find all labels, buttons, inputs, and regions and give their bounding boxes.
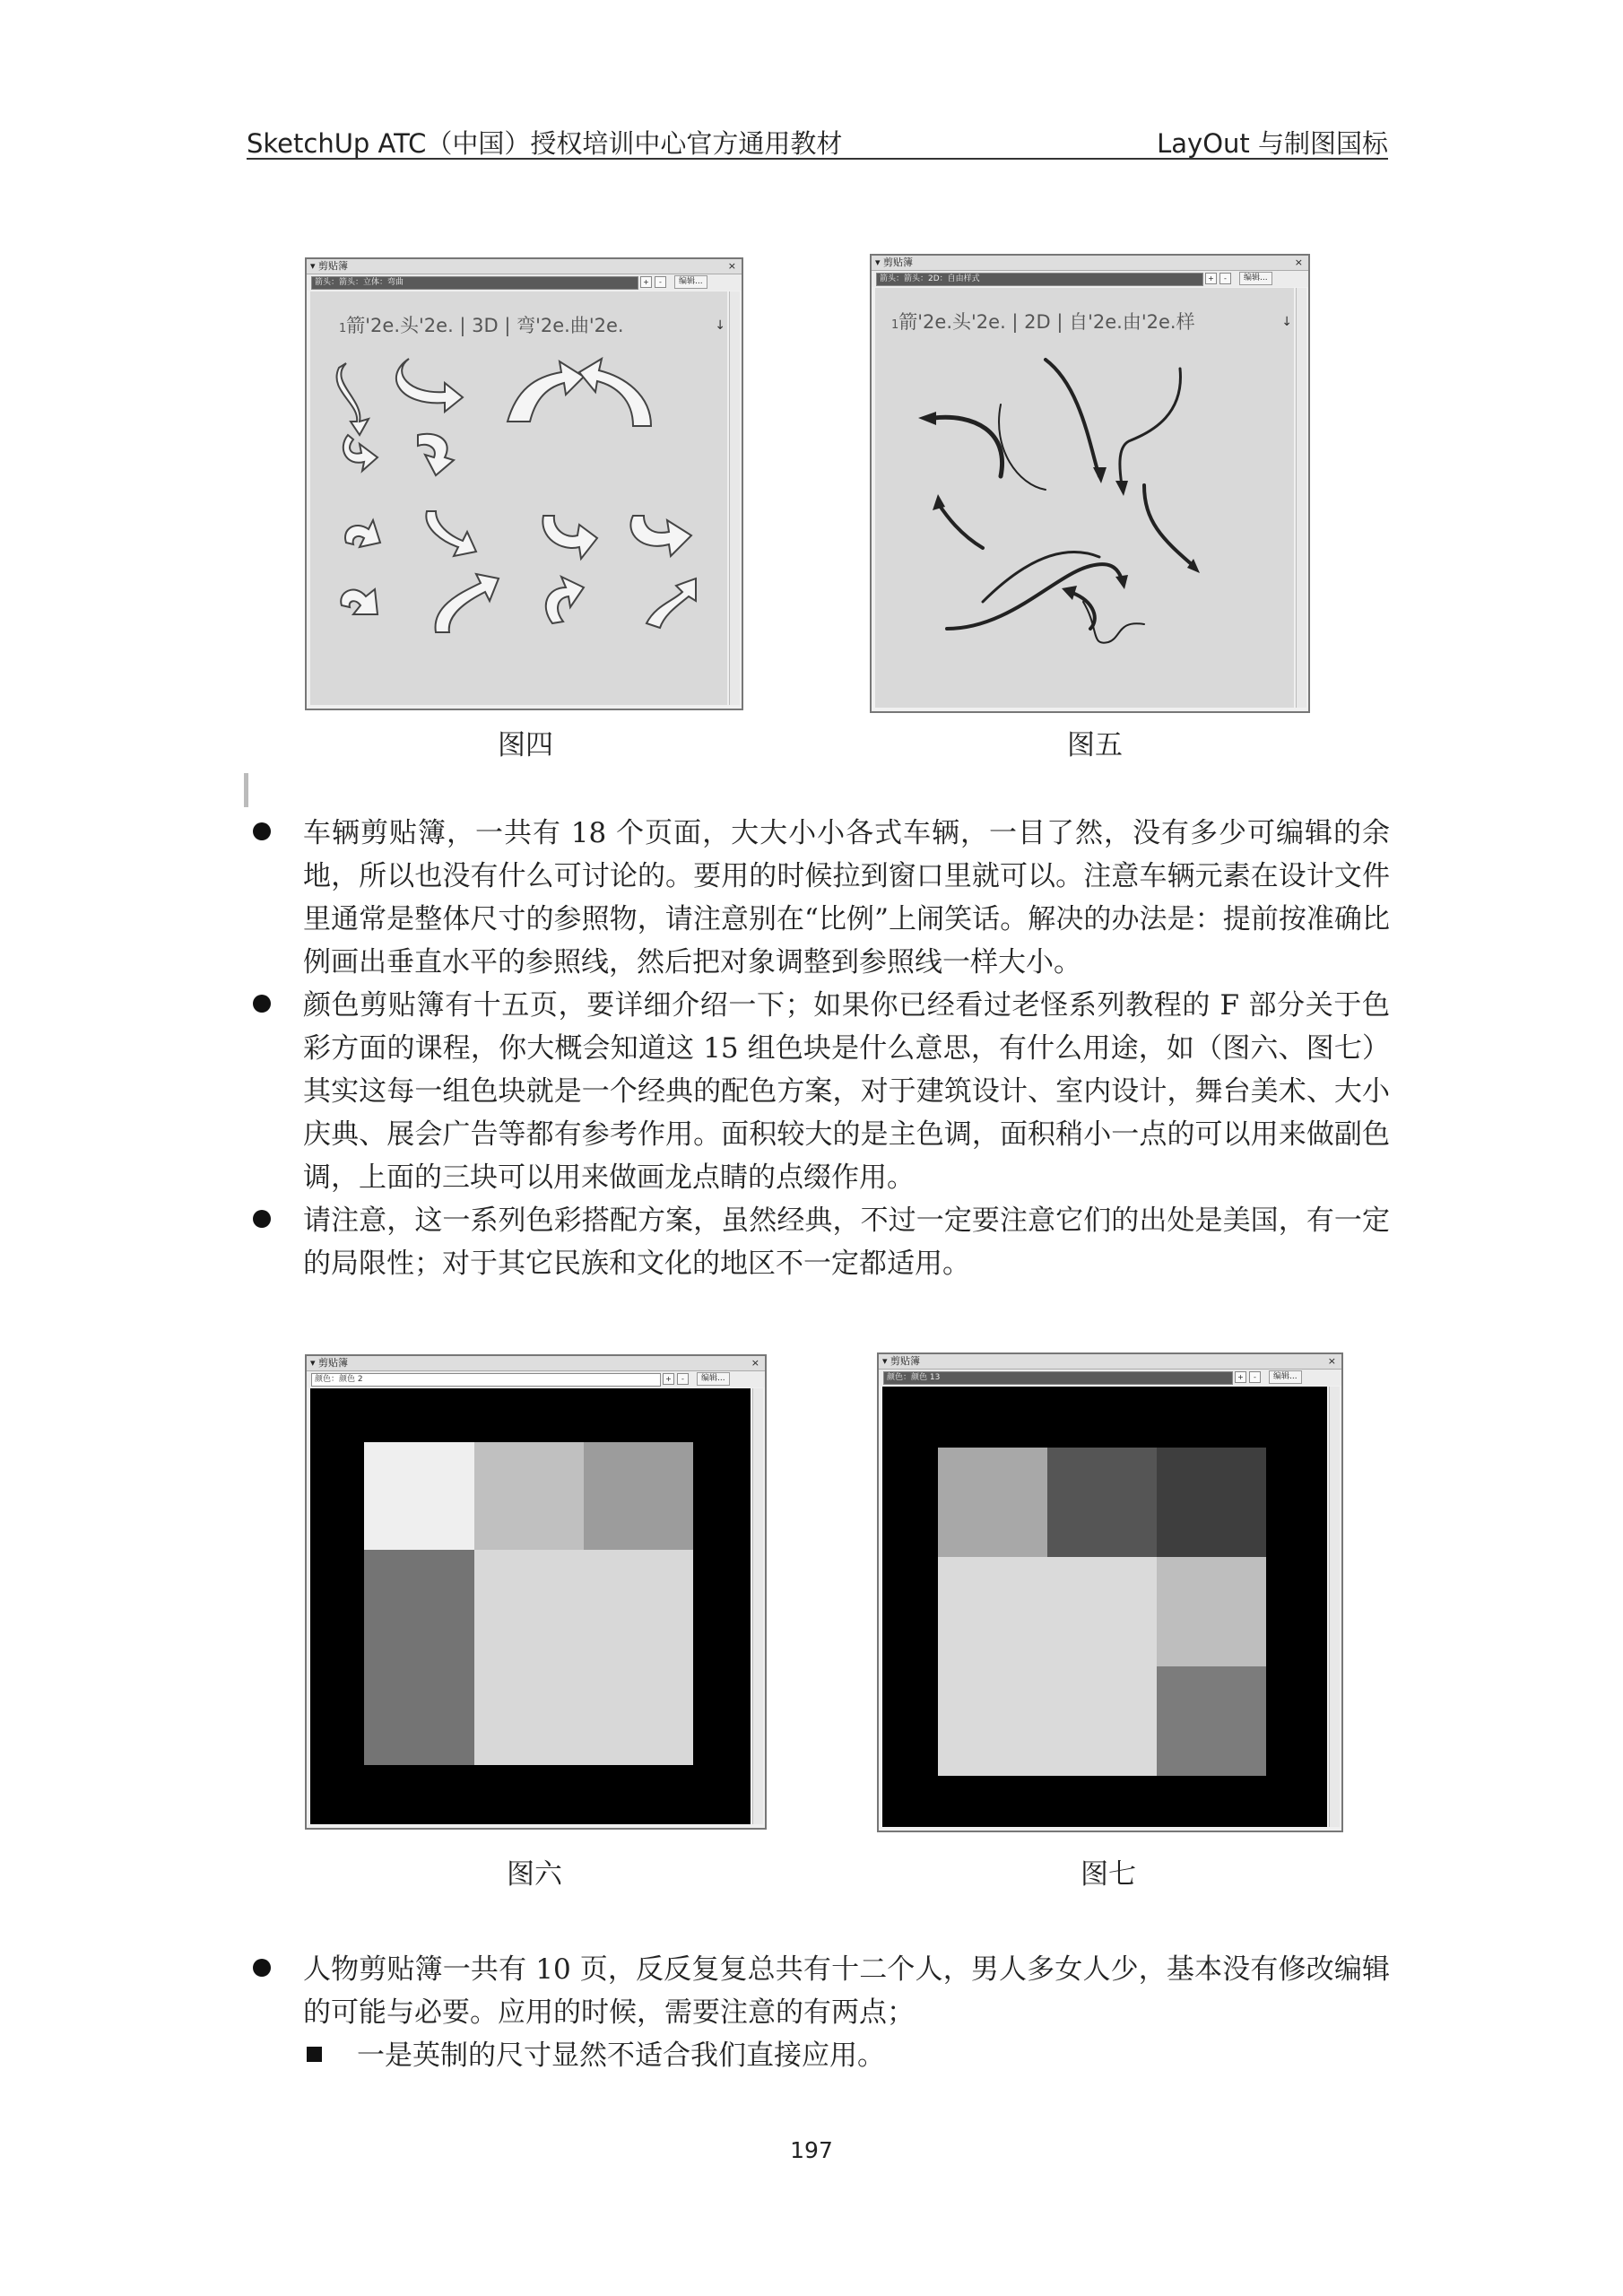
bullet-list-top <box>242 812 1390 1285</box>
edit-button[interactable]: 编辑... <box>674 275 707 289</box>
arrow-3d-icon <box>336 363 369 435</box>
color-swatch[interactable] <box>584 1442 693 1550</box>
add-icon[interactable]: + <box>1205 273 1217 284</box>
add-icon[interactable]: + <box>1235 1371 1246 1383</box>
scrapbook-select[interactable]: 颜色：颜色 13 <box>883 1371 1233 1385</box>
scrapbook-content <box>310 291 727 705</box>
color-swatch[interactable] <box>1157 1666 1266 1776</box>
panel-title: 剪贴簿 <box>883 257 914 268</box>
collapse-icon[interactable]: ▾ <box>882 1355 891 1367</box>
close-icon[interactable]: × <box>751 1357 759 1369</box>
remove-icon[interactable]: - <box>1219 273 1231 284</box>
color-swatch[interactable] <box>474 1442 584 1550</box>
color-swatch[interactable] <box>364 1550 474 1765</box>
bullet-dot <box>253 822 271 840</box>
panel-title: 剪贴簿 <box>318 260 349 272</box>
color-swatch[interactable] <box>364 1442 474 1550</box>
arrow-3d-icon <box>426 511 476 556</box>
arrow-3d-icon <box>579 359 651 426</box>
header-divider <box>247 158 1388 160</box>
freeform-arrow-icon <box>1072 593 1095 629</box>
edit-button[interactable]: 编辑... <box>1239 272 1272 285</box>
freeform-arrow-icon <box>1046 360 1099 476</box>
arrowhead-icon <box>1115 481 1128 496</box>
color-swatch[interactable] <box>938 1557 1157 1776</box>
bullet-item <box>242 1948 1390 2034</box>
bullet-item <box>242 1199 1390 1285</box>
arrow-3d-icon <box>436 574 499 632</box>
freeform-arrow-icon <box>1120 369 1181 485</box>
bullet-dot <box>253 995 271 1013</box>
panel-toolbar <box>307 1371 765 1387</box>
scrapbook-heading <box>339 311 624 338</box>
freeform-arrow-icon <box>933 417 1002 476</box>
bullet-dot <box>253 1210 271 1228</box>
color-swatch[interactable] <box>938 1448 1047 1557</box>
bullet-item <box>242 812 1390 984</box>
arrow-3d-icon <box>418 434 454 475</box>
sub-bullet-item <box>242 2034 1390 2077</box>
color-swatch-area <box>310 1388 751 1824</box>
close-icon[interactable]: × <box>727 260 736 272</box>
header-chapter-title: LayOut 与制图国标 <box>1157 128 1388 159</box>
arrow-3d-icon <box>345 520 380 547</box>
panel-titlebar[interactable] <box>879 1354 1341 1370</box>
scrapbook-content <box>875 288 1294 708</box>
collapse-icon[interactable]: ▾ <box>310 260 319 272</box>
panel-scrollbar[interactable] <box>1296 288 1306 708</box>
heading-text: 箭'2e.头'2e. | 2D | 自'2e.由'2e.样 <box>898 311 1195 333</box>
heading-number: 1 <box>339 322 347 335</box>
bullet-dot <box>253 1959 271 1977</box>
panel-scrollbar[interactable] <box>729 291 740 705</box>
scroll-down-icon[interactable]: ↓ <box>1281 315 1292 329</box>
remove-icon[interactable]: - <box>677 1373 689 1385</box>
scrapbook-select[interactable]: 箭头：箭头：2D：自由样式 <box>876 273 1203 286</box>
arrowhead-icon <box>1093 467 1107 483</box>
scrapbook-panel-fig5 <box>870 254 1310 713</box>
scrapbook-panel-fig4 <box>305 257 743 710</box>
add-icon[interactable]: + <box>640 276 652 288</box>
bullet-text: 车辆剪贴簿，一共有 18 个页面，大大小小各式车辆，一目了然，没有多少可编辑的余地，所以也没有什么可讨论的。要用的时候拉到窗口里就可以。注意车辆元素在设计文件里通常是整体尺寸的参照物，请注意别在“比例”上闹笑话。解决的办法是：提前按准确比例画出垂直水平的参照线，然后把对象调整到参照线一样大小。 <box>303 817 1390 978</box>
panel-titlebar[interactable] <box>307 259 742 274</box>
color-swatch[interactable] <box>1157 1448 1266 1557</box>
scrapbook-panel-fig7 <box>877 1352 1343 1832</box>
scrapbook-panel-fig6 <box>305 1354 767 1830</box>
color-swatch[interactable] <box>474 1550 693 1765</box>
arrow-3d-icon <box>396 359 463 412</box>
panel-titlebar[interactable] <box>872 256 1308 271</box>
arrow-3d-icon <box>630 516 691 556</box>
margin-mark <box>244 773 248 807</box>
collapse-icon[interactable]: ▾ <box>875 257 884 268</box>
bullet-text: 颜色剪贴簿有十五页，要详细介绍一下；如果你已经看过老怪系列教程的 F 部分关于色彩方面的课程，你大概会知道这 15 组色块是什么意思，有什么用途，如（图六、图七）其实这每一组色块就是一个经典的配色方案，对于建筑设计、室内设计，舞台美术、大小庆典、展会广告等都有参考作用。面积较大的是主色调，面积稍小一点的可以用来做副色调，上面的三块可以用来做画龙点睛的点缀作用。 <box>303 989 1390 1194</box>
color-swatch[interactable] <box>1047 1448 1157 1557</box>
square-bullet-icon <box>307 2047 322 2062</box>
scrapbook-heading <box>891 308 1195 335</box>
arrow-3d-icon <box>341 589 378 614</box>
arrowhead-icon <box>918 412 936 425</box>
collapse-icon[interactable]: ▾ <box>310 1357 319 1369</box>
figure-caption: 图七 <box>1081 1858 1136 1891</box>
edit-button[interactable]: 编辑... <box>697 1372 730 1386</box>
remove-icon[interactable]: - <box>655 276 666 288</box>
arrow-3d-icon <box>508 361 584 422</box>
scroll-down-icon[interactable]: ↓ <box>715 318 725 333</box>
bullet-text: 人物剪贴簿一共有 10 页，反反复复总共有十二个人，男人多女人少，基本没有修改编辑的可能与必要。应用的时候，需要注意的有两点； <box>303 1953 1390 2029</box>
panel-scrollbar[interactable] <box>1329 1387 1340 1827</box>
bullet-list-bottom <box>242 1948 1390 2077</box>
panel-toolbar <box>879 1370 1341 1386</box>
arrowhead-icon <box>1115 575 1128 589</box>
arrowhead-icon <box>1062 586 1077 600</box>
arrow-2d-collection <box>875 333 1297 709</box>
figure-caption: 图四 <box>498 729 553 761</box>
freeform-arrow-icon <box>1144 485 1193 566</box>
panel-toolbar <box>872 271 1308 287</box>
arrow-3d-icon <box>647 578 696 628</box>
arrow-3d-icon <box>343 435 378 471</box>
arrow-3d-collection <box>310 336 727 713</box>
page-number: 197 <box>790 2137 833 2163</box>
panel-scrollbar[interactable] <box>752 1388 763 1824</box>
color-swatch[interactable] <box>1157 1557 1266 1666</box>
color-swatch-area <box>882 1387 1327 1827</box>
header-book-title: SketchUp ATC（中国）授权培训中心官方通用教材 <box>247 128 843 159</box>
panel-title: 剪贴簿 <box>890 1355 921 1367</box>
remove-icon[interactable]: - <box>1249 1371 1261 1383</box>
add-icon[interactable]: + <box>663 1373 674 1385</box>
panel-title: 剪贴簿 <box>318 1357 349 1369</box>
figure-caption: 图五 <box>1067 729 1123 761</box>
panel-toolbar <box>307 274 742 291</box>
sub-bullet-text: 一是英制的尺寸显然不适合我们直接应用。 <box>357 2039 885 2072</box>
figure-caption: 图六 <box>507 1858 562 1891</box>
close-icon[interactable]: × <box>1294 257 1303 268</box>
heading-text: 箭'2e.头'2e. | 3D | 弯'2e.曲'2e. <box>346 315 624 336</box>
edit-button[interactable]: 编辑... <box>1269 1370 1302 1384</box>
arrow-3d-icon <box>546 577 584 623</box>
heading-number: 1 <box>891 318 899 332</box>
close-icon[interactable]: × <box>1327 1355 1336 1367</box>
scrapbook-select[interactable]: 颜色：颜色 2 <box>311 1373 661 1387</box>
arrow-3d-icon <box>542 516 597 559</box>
bullet-text: 请注意，这一系列色彩搭配方案，虽然经典，不过一定要注意它们的出处是美国，有一定的局限性；对于其它民族和文化的地区不一定都适用。 <box>303 1205 1390 1280</box>
bullet-item <box>242 984 1390 1199</box>
freeform-arrow-icon <box>938 503 983 548</box>
scrapbook-select[interactable]: 箭头：箭头：立体：弯曲 <box>311 276 638 290</box>
panel-titlebar[interactable] <box>307 1356 765 1371</box>
freeform-arrow-icon <box>999 404 1046 490</box>
